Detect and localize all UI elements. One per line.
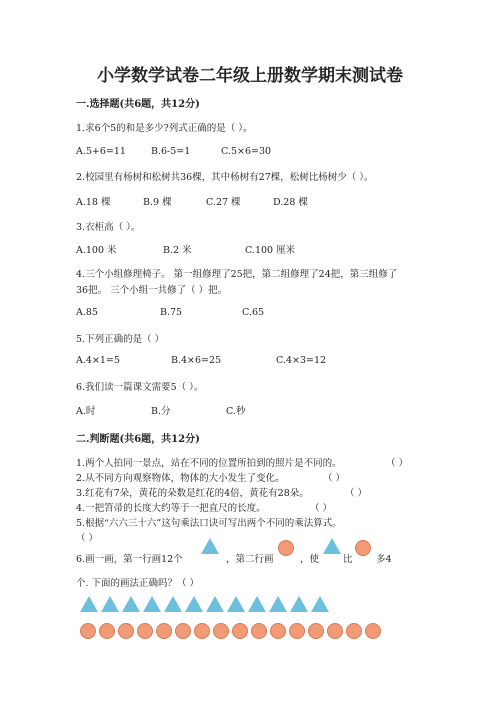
judgement-2-answer: （ ） xyxy=(323,473,346,484)
circle-icon xyxy=(278,540,294,556)
triangle-icon xyxy=(164,596,182,612)
triangle-icon xyxy=(323,538,341,554)
judgement-6-part-e: 多4 xyxy=(376,554,392,565)
triangle-icon xyxy=(101,596,119,612)
triangle-icon xyxy=(80,596,98,612)
judgement-5: 5.根据“六六三十六”这句乘法口诀可写出两个不同的乘法算式。 xyxy=(76,518,342,529)
circle-icon xyxy=(289,623,305,639)
judgement-4-answer: （ ） xyxy=(310,503,333,514)
judgement-4: 4.一把笤帚的长度大约等于一把直尺的长度。 xyxy=(76,503,266,514)
question-5: 5.下列正确的是（ ） xyxy=(76,334,165,345)
circle-icon xyxy=(346,623,362,639)
option-1a: A.5+6=11 xyxy=(76,146,126,157)
judgement-6-part-a: 6.画一画，第一行画12个 xyxy=(76,554,183,565)
option-6c: C.秒 xyxy=(226,406,246,417)
question-4-line-2: 36把。 三个小组一共修了（ ）把。 xyxy=(76,285,228,296)
option-4c: C.65 xyxy=(242,307,265,318)
circle-icon xyxy=(251,623,267,639)
option-2a: A.18 棵 xyxy=(76,197,111,208)
option-6b: B.分 xyxy=(151,406,171,417)
option-3a: A.100 米 xyxy=(76,245,117,256)
circle-icon xyxy=(270,623,286,639)
triangle-icon xyxy=(201,538,219,554)
judgement-1-answer: （ ） xyxy=(386,458,409,469)
option-5b: B.4×6=25 xyxy=(171,355,222,366)
option-5a: A.4×1=5 xyxy=(76,355,120,366)
question-1: 1.求6个5的和是多少?列式正确的是（ ）。 xyxy=(76,123,253,134)
option-2b: B.9 棵 xyxy=(143,197,172,208)
circle-icon xyxy=(232,623,248,639)
circle-icon xyxy=(327,623,343,639)
judgement-6-line-2: 个. 下面的画法正确吗？（ ） xyxy=(76,578,200,589)
triangle-icon xyxy=(248,596,266,612)
question-4-line-1: 4.三个小组修理椅子。 第一组修理了25把，第二组修理了24把，第三组修了 xyxy=(76,269,398,280)
judgement-2: 2.从不同方向观察物体，物体的大小发生了变化。 xyxy=(76,473,285,484)
option-1c: C.5×6=30 xyxy=(221,146,272,157)
triangle-row xyxy=(80,596,329,612)
option-6a: A.时 xyxy=(76,406,96,417)
circle-icon xyxy=(175,623,191,639)
triangle-icon xyxy=(269,596,287,612)
circle-icon xyxy=(118,623,134,639)
triangle-icon xyxy=(206,596,224,612)
section-2-heading: 二.判断题(共6题，共12分) xyxy=(76,434,200,445)
circle-icon xyxy=(156,623,172,639)
judgement-6-part-b: ，第二行画 xyxy=(226,554,274,565)
option-4b: B.75 xyxy=(160,307,183,318)
circle-icon xyxy=(99,623,115,639)
triangle-icon xyxy=(143,596,161,612)
section-1-heading: 一.选择题(共6题，共12分) xyxy=(76,99,200,110)
question-2: 2.校园里有杨树和松树共36棵，其中杨树有27棵，松树比杨树少（ ）。 xyxy=(76,172,374,183)
circle-icon xyxy=(355,540,371,556)
triangle-icon xyxy=(290,596,308,612)
judgement-3-answer: （ ） xyxy=(345,488,368,499)
judgement-6-part-d: 比 xyxy=(343,554,353,565)
option-1b: B.6-5=1 xyxy=(151,146,191,157)
judgement-6-part-c: ，使 xyxy=(300,554,320,565)
option-3c: C.100 厘米 xyxy=(245,245,296,256)
option-3b: B.2 米 xyxy=(163,245,192,256)
circle-icon xyxy=(365,623,381,639)
triangle-icon xyxy=(185,596,203,612)
judgement-3: 3.红花有7朵，黄花的朵数是红花的4倍，黄花有28朵。 xyxy=(76,488,309,499)
page-title: 小学数学试卷二年级上册数学期末测试卷 xyxy=(97,66,403,86)
circle-icon xyxy=(308,623,324,639)
question-6: 6.我们读一篇课文需要5（ ）。 xyxy=(76,382,204,393)
option-4a: A.85 xyxy=(76,307,98,318)
triangle-icon xyxy=(227,596,245,612)
judgement-1: 1.两个人拍同一景点，站在不同的位置所拍到的照片是不同的。 xyxy=(76,458,342,469)
triangle-icon xyxy=(122,596,140,612)
circle-icon xyxy=(137,623,153,639)
circle-icon xyxy=(80,623,96,639)
circle-icon xyxy=(213,623,229,639)
triangle-icon xyxy=(311,596,329,612)
question-3: 3.衣柜高（ ）。 xyxy=(76,222,141,233)
option-2d: D.28 棵 xyxy=(273,197,308,208)
option-5c: C.4×3=12 xyxy=(276,355,327,366)
circle-row xyxy=(80,623,381,639)
option-2c: C.27 棵 xyxy=(206,197,241,208)
circle-icon xyxy=(194,623,210,639)
judgement-5-answer: （ ） xyxy=(76,533,99,544)
